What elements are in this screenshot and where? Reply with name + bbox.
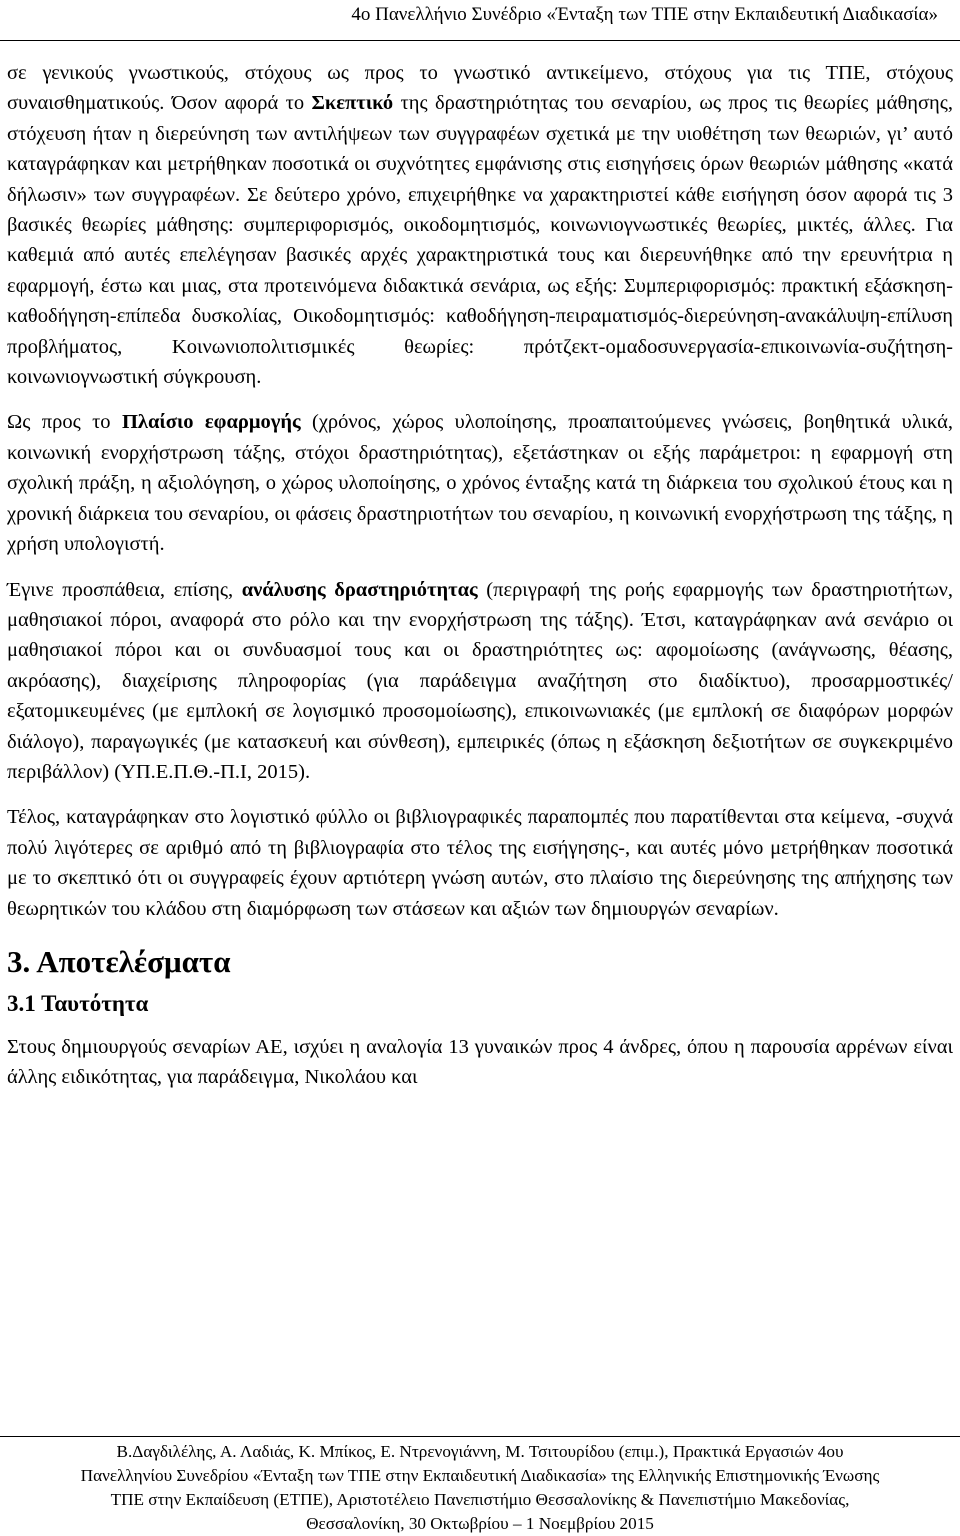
paragraph-text: Ως προς το [7, 411, 122, 434]
page-body [7, 58, 953, 1108]
header-divider [0, 40, 960, 41]
bold-term: Σκεπτικό [311, 92, 394, 115]
paragraph-text: Έγινε προσπάθεια, επίσης, [7, 578, 242, 601]
footer-line: Πανελληνίου Συνεδρίου «Ένταξη των ΤΠΕ στην Εκπαιδευτική Διαδικασία» της Ελληνικής Επιστημονικής Ένωσης [80, 1466, 880, 1485]
footer-line: Β.Δαγδιλέλης, Α. Λαδιάς, Κ. Μπίκος, Ε. Ντρενογιάννη, Μ. Τσιτουρίδου (επιμ.), Πρακτικά Εργασιών 4ου [116, 1442, 844, 1461]
paragraph-activity-analysis [7, 575, 953, 788]
footer-line: Θεσσαλονίκη, 30 Οκτωβρίου – 1 Νοεμβρίου 2015 [306, 1514, 654, 1533]
paragraph-identity: Στους δημιουργούς σεναρίων ΑΕ, ισχύει η αναλογία 13 γυναικών προς 4 άνδρες, όπου η παρουσία αρρένων είναι άλλης ειδικότητας, για παράδειγμα, Νικολάου και [7, 1035, 953, 1089]
paragraph-rationale [7, 58, 953, 392]
paragraph-application-context [7, 407, 953, 559]
paragraph-text: σε γενικούς γνωστικούς, στόχους ως προς το γνωστικό αντικείμενο, στόχους για τις ΤΠΕ, στόχους συναισθηματικούς. Όσον αφορά το [7, 62, 953, 115]
running-header-title: 4ο Πανελλήνιο Συνέδριο «Ένταξη των ΤΠΕ στην Εκπαιδευτική Διαδικασία» [351, 4, 938, 25]
paragraph-text: της δραστηριότητας του σεναρίου, ως προς τις θεωρίες μάθησης, στόχευση ήταν η διερεύνηση των αντιλήψεων των συγγραφέων σχετικά με την υιοθέτηση των θεωριών, γι’ αυτό καταγράφηκαν και μετρήθηκαν ποσοτικά οι συχνότητες εμφάνισης στις εισηγήσεις όρων θεωριών μάθησης «κατά δήλωσιν» των συγγραφέων. Σε δεύτερο χρόνο, επιχειρήθηκε να χαρακτηριστεί κάθε εισήγηση όσον αφορά τις 3 βασικές θεωρίες μάθησης: συμπεριφορισμός, οικοδομητισμός, κοινωνιογνωστικές θεωρίες, μικτές, άλλες. Για καθεμιά από αυτές επελέγησαν βασικές αρχές χαρακτηριστικά τους και διερευνήθηκε από την ερευνήτρια η εφαρμογή, έστω και μιας, στα προτεινόμενα διδακτικά σενάρια, ως εξής: Συμπεριφορισμός: πρακτική εξάσκηση-καθοδήγηση-επίπεδα δυσκολίας, Οικοδομητισμός: καθοδήγηση-πειραματισμός-διερεύνηση-ανακάλυψη-επίλυση προβλήματος, Κοινωνιοπολιτισμικές θεωρίες: πρότζεκτ-ομαδοσυνεργασία-επικοινωνία-συζήτηση-κοινωνιογνωστική σύγκρουση. [7, 92, 953, 389]
section-heading: 3. Αποτελέσματα [7, 943, 231, 979]
bold-term: ανάλυσης δραστηριότητας [241, 578, 478, 601]
page-footer [0, 1440, 960, 1536]
paragraph-text: (περιγραφή της ροής εφαρμογής των δραστηριοτήτων, μαθησιακοί πόροι, αναφορά στο ρόλο και την ενορχήστρωση της τάξης). Έτσι, καταγράφηκαν ανά σενάριο οι μαθησιακοί πόροι και οι συνδυασμοί τους και οι δραστηριότητες ως: αφομοίωσης (ανάγνωσης, θέασης, ακρόασης), διαχείρισης πληροφορίας (για παράδειγμα αναζήτηση στο διαδίκτυο), προσαρμοστικές/εξατομικευμένες (με εμπλοκή σε λογισμικό προσομοίωσης), επικοινωνιακές (με εμπλοκή σε διαφόρων μορφών διάλογο), παραγωγικές (με κατασκευή και σύνθεση), εμπειρικές (όπως η εξάσκηση δεξιοτήτων σε συγκεκριμένο περιβάλλον) (ΥΠ.Ε.Π.Θ.-Π.Ι, 2015). [7, 578, 953, 783]
bold-term: Πλαίσιο εφαρμογής [121, 411, 301, 434]
paragraph-references: Τέλος, καταγράφηκαν στο λογιστικό φύλλο οι βιβλιογραφικές παραπομπές που παρατίθενται στα κείμενα, -συχνά πολύ λιγότερες σε αριθμό από τη βιβλιογραφία στο τέλος της εισήγησης-, και αυτές μόνο μετρήθηκαν ποσοτικά με το σκεπτικό ότι οι συγγραφείς έχουν αρτιότερη γνώση αυτών, στο πλαίσιο της διερεύνησης της απήχησης των θεωρητικών του κλάδου στη διαμόρφωση των στάσεων και αξιών των δημιουργών σεναρίων. [7, 806, 953, 920]
footer-line: ΤΠΕ στην Εκπαίδευση (ΕΤΠΕ), Αριστοτέλειο Πανεπιστήμιο Θεσσαλονίκης & Πανεπιστήμιο Μακεδονίας, [110, 1490, 850, 1509]
running-header [0, 0, 960, 50]
subsection-heading: 3.1 Ταυτότητα [7, 990, 149, 1016]
paragraph-text: (χρόνος, χώρος υλοποίησης, προαπαιτούμενες γνώσεις, βοηθητικά υλικά, κοινωνική ενορχήστρωση τάξης, στόχοι δραστηριότητας), εξετάστηκαν οι εξής παράμετροι: η εφαρμογή στη σχολική πράξη, η αξιολόγηση, ο χώρος υλοποίησης, ο χρόνος ένταξης κατά τη διάρκεια του σχολικού έτους και η χρονική διάρκεια του σεναρίου, οι φάσεις δραστηριοτήτων του σεναρίου, η κοινωνική ενορχήστρωση της τάξης, η χρήση υπολογιστή. [7, 411, 953, 556]
footer-divider [0, 1436, 960, 1437]
